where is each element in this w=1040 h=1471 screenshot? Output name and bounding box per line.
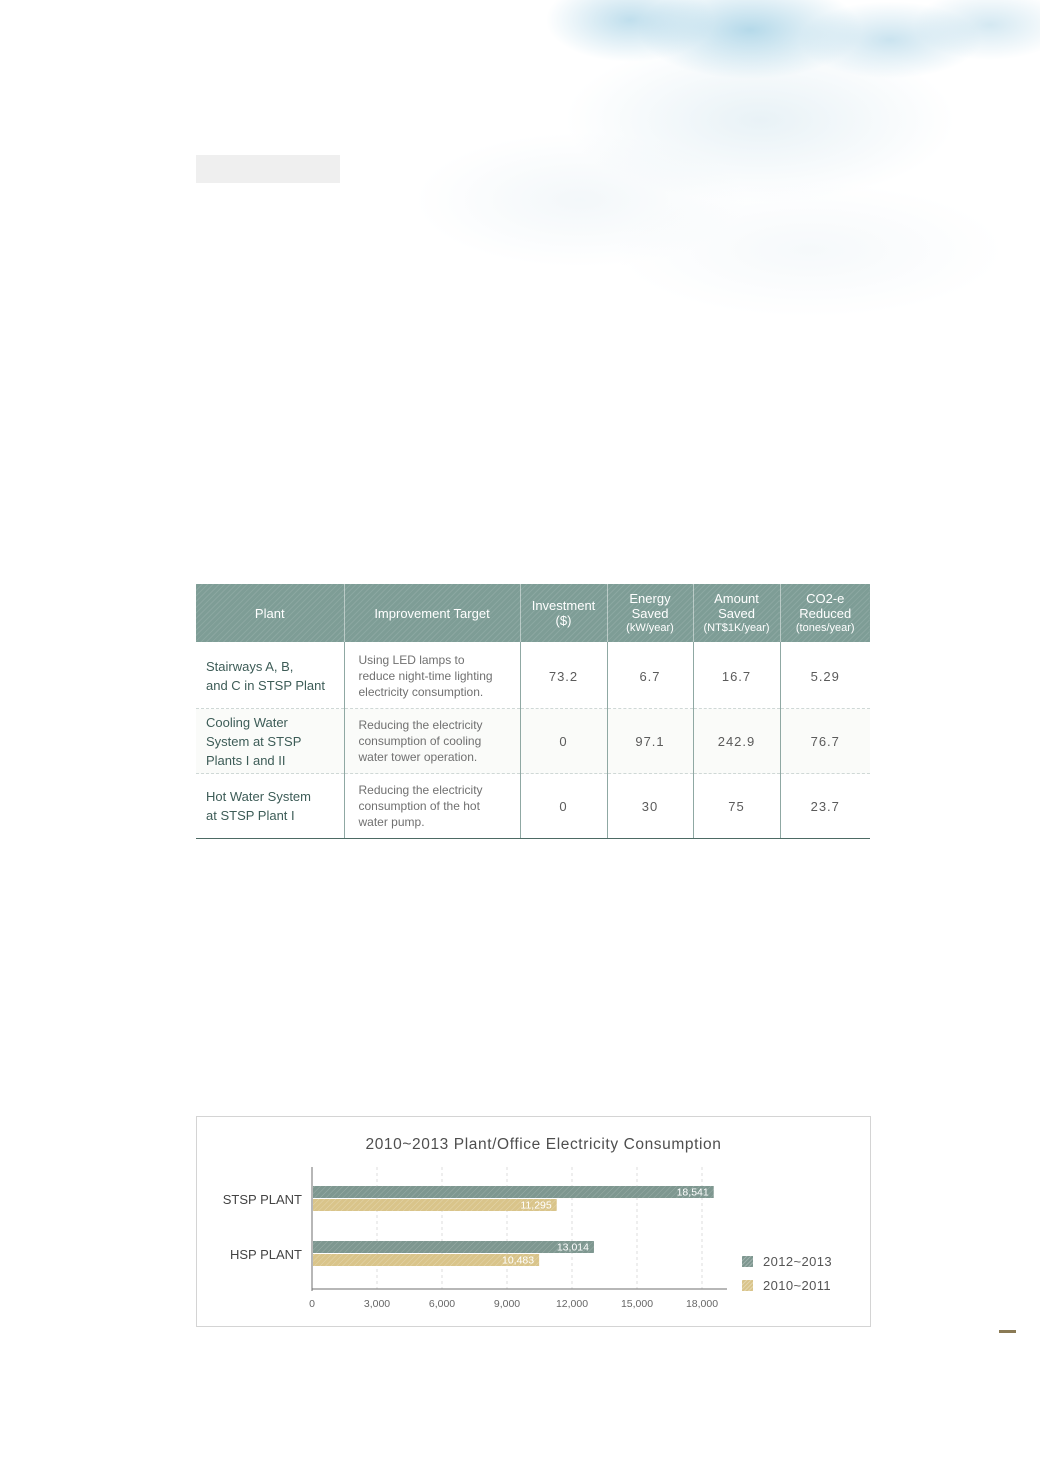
x-tick-label: 9,000 <box>493 1298 521 1310</box>
bar-value-label: 13,014 <box>556 1241 589 1254</box>
watercolor-decoration <box>330 0 1040 320</box>
bar <box>313 1186 714 1198</box>
cell-energy: 97.1 <box>607 709 693 774</box>
x-tick-label: 3,000 <box>363 1298 391 1310</box>
cell-plant: Stairways A, B, and C in STSP Plant <box>196 642 344 709</box>
energy-saving-table <box>196 584 870 839</box>
legend-swatch <box>742 1256 753 1267</box>
x-tick-label: 12,000 <box>555 1298 589 1310</box>
page-marker <box>999 1330 1016 1333</box>
header-improvement-target: Improvement Target <box>344 584 520 642</box>
legend-label: 2010~2011 <box>763 1277 832 1293</box>
chart-title: 2010~2013 Plant/Office Electricity Consumption <box>365 1136 722 1153</box>
cell-amount: 16.7 <box>693 642 780 709</box>
cell-investment: 0 <box>520 709 607 774</box>
bar-value-label: 18,541 <box>676 1186 709 1199</box>
cell-plant: Hot Water System at STSP Plant I <box>196 774 344 839</box>
table-row <box>196 642 870 709</box>
cell-co2: 5.29 <box>780 642 870 709</box>
bar-value-label: 11,295 <box>520 1199 552 1212</box>
cell-energy: 30 <box>607 774 693 839</box>
cell-co2: 23.7 <box>780 774 870 839</box>
x-tick-label: 18,000 <box>685 1298 719 1310</box>
section-tab <box>196 155 340 183</box>
cell-target: Reducing the electricity consumption of the hot water pump. <box>344 774 520 839</box>
header-amount-saved: Amount Saved (NT$1K/year) <box>693 584 780 642</box>
bar <box>313 1241 594 1253</box>
cell-investment: 0 <box>520 774 607 839</box>
electricity-chart <box>196 1116 871 1327</box>
header-co2-reduced: CO2-e Reduced (tones/year) <box>780 584 870 642</box>
cell-plant: Cooling Water System at STSP Plants I and II <box>196 709 344 774</box>
cell-target: Reducing the electricity consumption of cooling water tower operation. <box>344 709 520 774</box>
category-label: HSP PLANT <box>229 1247 302 1262</box>
legend-item-2010-2011 <box>742 1273 832 1297</box>
cell-investment: 73.2 <box>520 642 607 709</box>
table-header-row <box>196 584 870 642</box>
cell-amount: 242.9 <box>693 709 780 774</box>
bar-value-label: 10,483 <box>502 1254 535 1267</box>
chart-legend <box>742 1249 832 1297</box>
legend-item-2012-2013 <box>742 1249 832 1273</box>
legend-label: 2012~2013 <box>763 1253 833 1269</box>
header-investment: Investment ($) <box>520 584 607 642</box>
cell-target: Using LED lamps to reduce night-time lighting electricity consumption. <box>344 642 520 709</box>
cell-energy: 6.7 <box>607 642 693 709</box>
x-tick-label: 0 <box>309 1298 315 1310</box>
header-plant: Plant <box>196 584 344 642</box>
x-tick-label: 6,000 <box>428 1298 456 1310</box>
header-energy-saved: Energy Saved (kW/year) <box>607 584 693 642</box>
table-row <box>196 774 870 839</box>
cell-co2: 76.7 <box>780 709 870 774</box>
legend-swatch <box>742 1280 753 1291</box>
cell-amount: 75 <box>693 774 780 839</box>
table-row <box>196 709 870 774</box>
x-tick-label: 15,000 <box>620 1298 654 1310</box>
category-label: STSP PLANT <box>222 1192 302 1207</box>
